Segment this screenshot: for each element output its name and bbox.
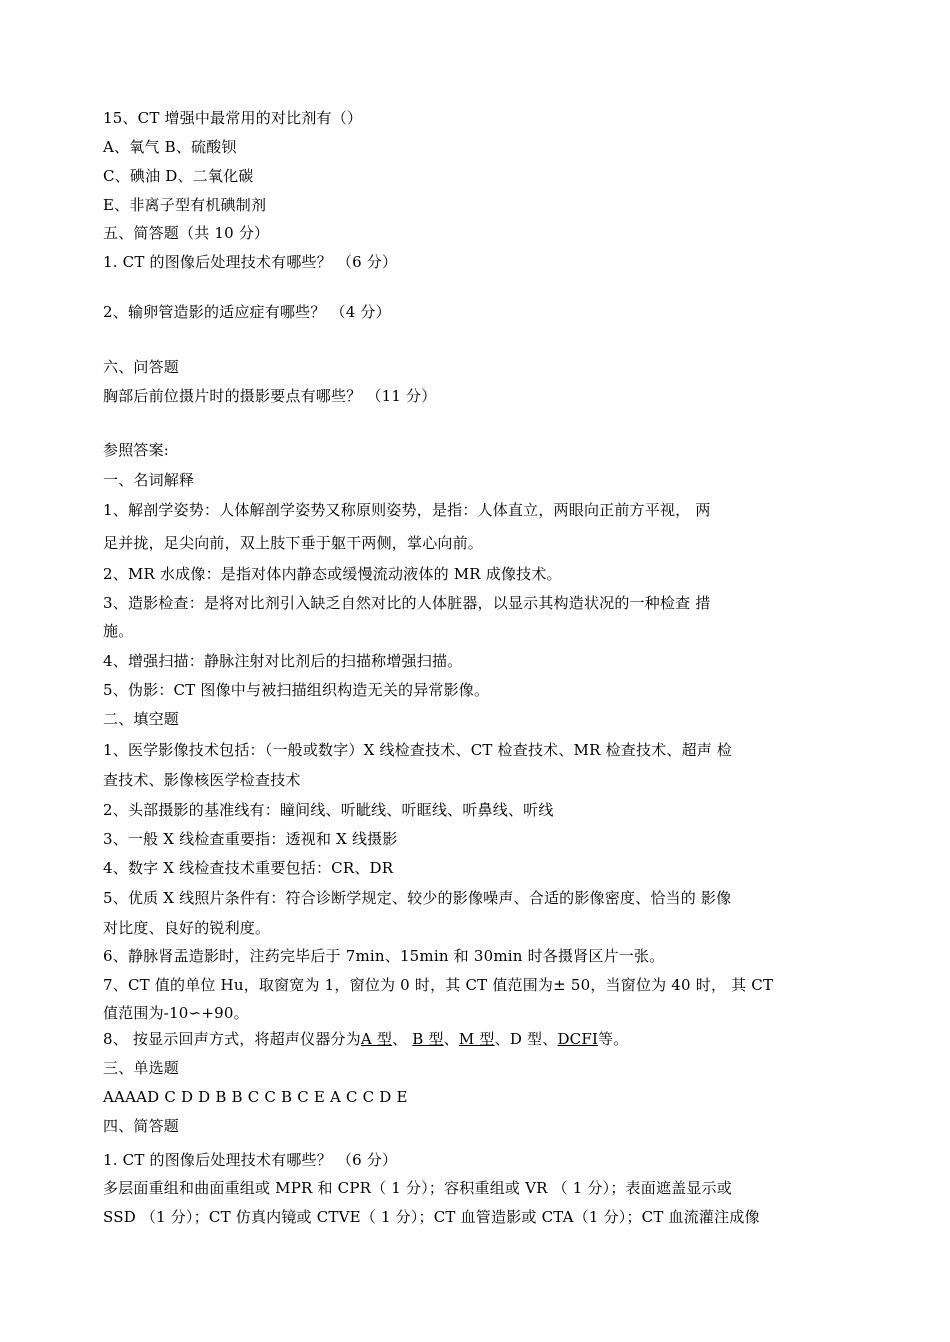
essay-question: 胸部后前位摄片时的摄影要点有哪些？ （11 分） [103, 387, 437, 405]
answer-line: 1、解剖学姿势：人体解剖学姿势又称原则姿势，是指：人体直立，两眼向正前方平视， 两 [103, 501, 711, 519]
answer-line: 4、数字 X 线检查技术重要包括：CR、DR [103, 859, 394, 877]
answer-line: 查技术、影像核医学检查技术 [103, 771, 301, 789]
single-choice-answers: AAAAD C D D B B C C B C E A C C D E [103, 1088, 408, 1106]
answer-line: 7、CT 值的单位 Hu，取窗宽为 1，窗位为 0 时，其 CT 值范围为± 50，当窗位为 40 时， 其 CT [103, 976, 774, 994]
answer-line-ultrasound [103, 1029, 628, 1049]
answer-line: 足并拢，足尖向前，双上肢下垂于躯干两侧，掌心向前。 [103, 534, 484, 552]
answer-line: 4、增强扫描：静脉注射对比剂后的扫描称增强扫描。 [103, 652, 463, 670]
answer-line: 对比度、良好的锐利度。 [103, 919, 271, 937]
answers-section-3: 三、单选题 [103, 1059, 180, 1077]
separator: 、 [443, 1030, 459, 1048]
short-question-1: 1. CT 的图像后处理技术有哪些？ （6 分） [103, 253, 398, 271]
answer-line: 5、伪影：CT 图像中与被扫描组织构造无关的异常影像。 [103, 681, 490, 699]
answer-line: 施。 [103, 622, 134, 640]
question-15: 15、CT 增强中最常用的对比剂有（） [103, 109, 363, 127]
type-a: A 型 [360, 1030, 393, 1048]
type-m: M 型 [458, 1030, 495, 1048]
ultrasound-suffix: 等。 [598, 1030, 629, 1048]
answer-line: 3、造影检查：是将对比剂引入缺乏自然对比的人体脏器，以显示其构造状况的一种检查 措 [103, 594, 711, 612]
answer-line: 3、一般 X 线检查重要指：透视和 X 线摄影 [103, 830, 398, 848]
answers-section-4: 四、简答题 [103, 1117, 180, 1135]
separator: 、D 型、 [494, 1030, 558, 1048]
answer-line: 2、头部摄影的基准线有：瞳间线、听眦线、听眶线、听鼻线、听线 [103, 801, 554, 819]
answers-section-2: 二、填空题 [103, 710, 180, 728]
answers-section-1: 一、名词解释 [103, 471, 195, 489]
option-e: E、非离子型有机碘制剂 [103, 196, 267, 214]
type-b: B 型 [412, 1030, 444, 1048]
option-a-b: A、氧气 B、硫酸钡 [103, 138, 237, 156]
option-c-d: C、碘油 D、二氧化碳 [103, 167, 254, 185]
short-question-2: 2、输卵管造影的适应症有哪些？ （4 分） [103, 303, 391, 321]
ultrasound-prefix: 8、 按显示回声方式，将超声仪器分为 [103, 1030, 361, 1048]
answers-heading: 参照答案: [103, 441, 170, 459]
answer-line: 6、静脉肾盂造影时，注药完毕后于 7min、15min 和 30min 时各摄肾区片一张。 [103, 947, 665, 965]
section-6-heading: 六、问答题 [103, 358, 180, 376]
answer-line: 1. CT 的图像后处理技术有哪些？ （6 分） [103, 1151, 398, 1169]
separator: 、 [392, 1030, 413, 1048]
answer-line: 1、医学影像技术包括：（一般或数字）X 线检查技术、CT 检查技术、MR 检查技术、超声 检 [103, 741, 733, 759]
answer-line: 值范围为-10∽+90。 [103, 1004, 249, 1022]
answer-line: 5、优质 X 线照片条件有：符合诊断学规定、较少的影像噪声、合适的影像密度、恰当的 影像 [103, 889, 732, 907]
type-dcfi: DCFI [557, 1030, 599, 1048]
answer-line: 多层面重组和曲面重组或 MPR 和 CPR（ 1 分）；容积重组或 VR （ 1 分）；表面遮盖显示或 [103, 1179, 732, 1197]
answer-line: 2、MR 水成像：是指对体内静态或缓慢流动液体的 MR 成像技术。 [103, 565, 562, 583]
answer-line: SSD （1 分）；CT 仿真内镜或 CTVE（ 1 分）；CT 血管造影或 CTA（1 分）；CT 血流灌注成像 [103, 1208, 760, 1226]
section-5-heading: 五、简答题（共 10 分） [103, 224, 270, 242]
